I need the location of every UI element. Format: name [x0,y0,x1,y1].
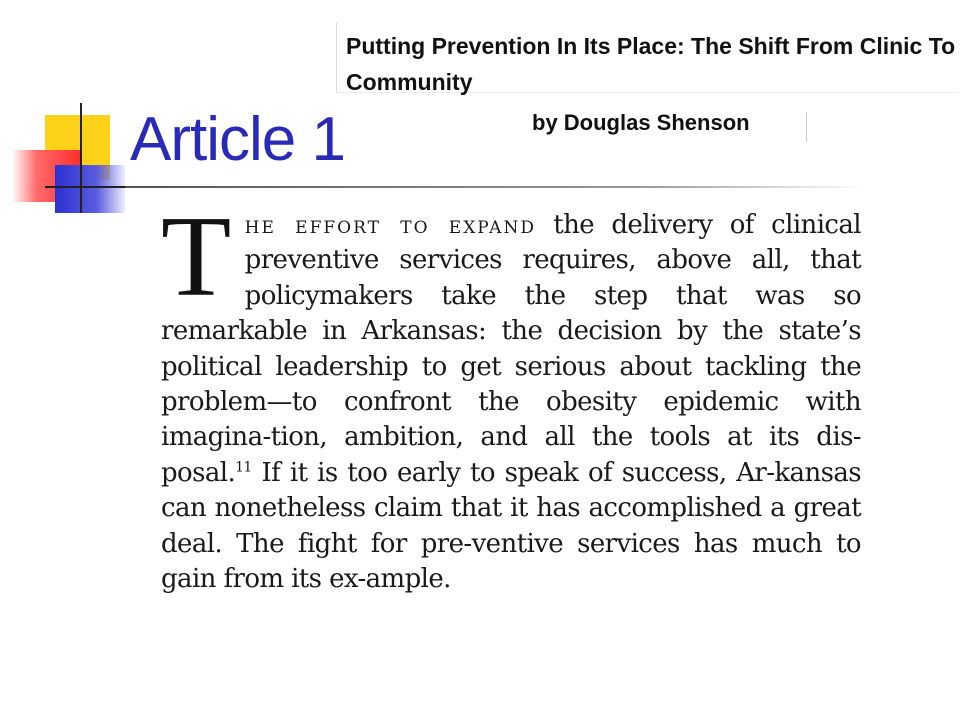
article-byline: by Douglas Shenson [532,110,750,135]
title-decoration [0,0,140,220]
byline-divider [806,112,807,142]
drop-cap: T [161,193,231,320]
slide-title: Article 1 [130,105,345,174]
body-text-part1: the delivery of clinical preventive services requires, above all, that policymakers take the step that was so remarkable in Arkansas: the decision by the state’s political leadership to get serious about tackling the problem—to confront the obesity epidemic with imagina-tion, ambition, and all the tools at its dis-posal. [161,210,861,488]
footnote-marker: 11 [235,459,252,476]
article-body [161,193,861,597]
lead-in: he effort to expand [244,211,536,239]
title-underline [125,186,865,188]
horizontal-line-decoration [45,186,125,188]
body-text-part2: If it is too early to speak of success, Ar-kansas can nonetheless claim that it has accomplished a great deal. The fight for pre-ventive services has much to gain from its ex-ample. [161,457,861,595]
article-headline: Putting Prevention In Its Place: The Shift From Clinic To Community [346,33,956,95]
vertical-line-decoration [80,103,82,213]
blue-square-decoration [55,165,125,213]
